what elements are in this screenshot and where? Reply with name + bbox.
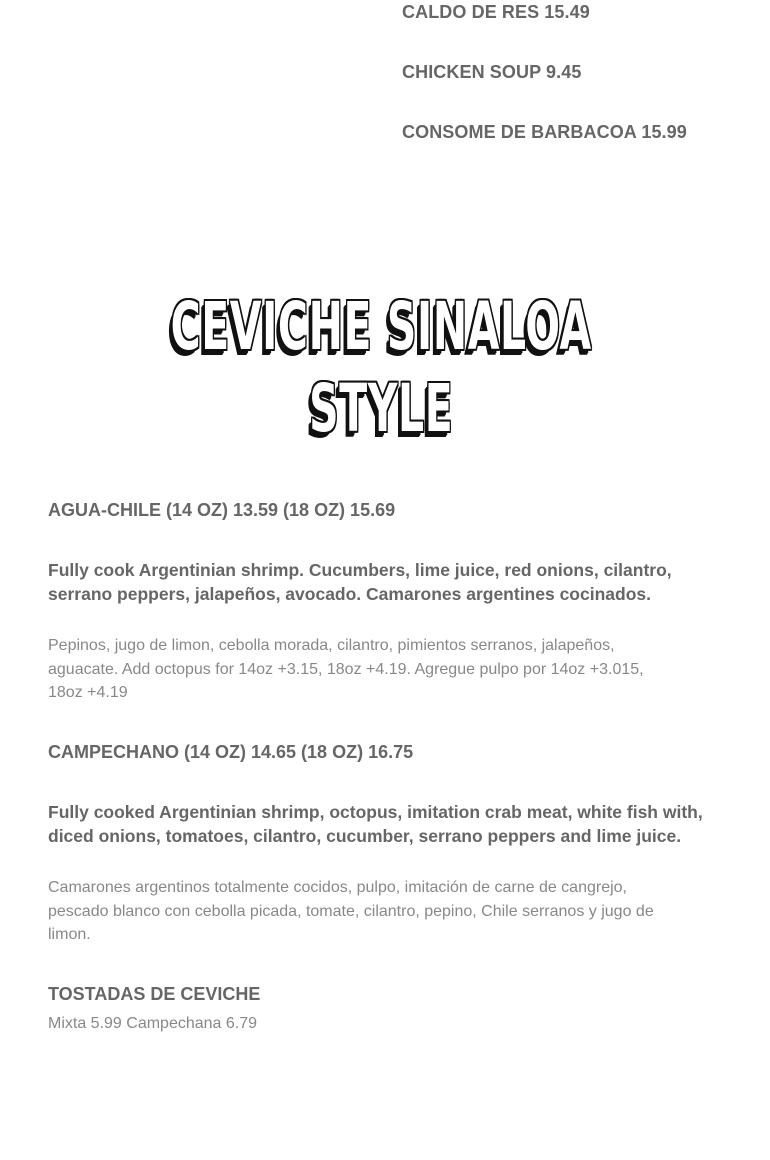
soup-item-consome-de-barbacoa: CONSOME DE BARBACOA 15.99 <box>402 122 687 142</box>
item-heading-tostadas-de-ceviche: TOSTADAS DE CEVICHE <box>48 984 261 1004</box>
item-description-campechano-spanish: Camarones argentinos totalmente cocidos, pulpo, imitación de carne de cangrejo, pescado blanco con cebolla picada, tomate, cilantro, pepino, Chile serranos y jugo de limon. <box>48 879 654 943</box>
item-heading-agua-chile: AGUA-CHILE (14 OZ) 13.59 (18 OZ) 15.69 <box>48 500 396 520</box>
section-title-line-1: CEVICHE SINALOA <box>170 288 592 365</box>
section-title-line-2: STYLE <box>309 370 454 447</box>
item-description-agua-chile-english: Fully cook Argentinian shrimp. Cucumbers, lime juice, red onions, cilantro, serrano peppers, jalapeños, avocado. Camarones argentines cocinados. <box>48 560 672 604</box>
item-description-tostadas-de-ceviche: Mixta 5.99 Campechana 6.79 <box>48 1015 258 1032</box>
item-description-campechano-english: Fully cooked Argentinian shrimp, octopus, imitation crab meat, white fish with, diced onions, tomatoes, cilantro, cucumber, serrano peppers and lime juice. <box>48 802 703 846</box>
section-title <box>143 286 620 450</box>
soup-item-caldo-de-res: CALDO DE RES 15.49 <box>402 2 590 22</box>
item-description-agua-chile-spanish: Pepinos, jugo de limon, cebolla morada, cilantro, pimientos serranos, jalapeños, aguacate. Add octopus for 14oz +3.15, 18oz +4.19. Agregue pulpo por 14oz +3.015, 18oz +4.19 <box>48 637 644 701</box>
soup-item-chicken-soup: CHICKEN SOUP 9.45 <box>402 62 582 82</box>
item-heading-campechano: CAMPECHANO (14 OZ) 14.65 (18 OZ) 16.75 <box>48 742 414 762</box>
